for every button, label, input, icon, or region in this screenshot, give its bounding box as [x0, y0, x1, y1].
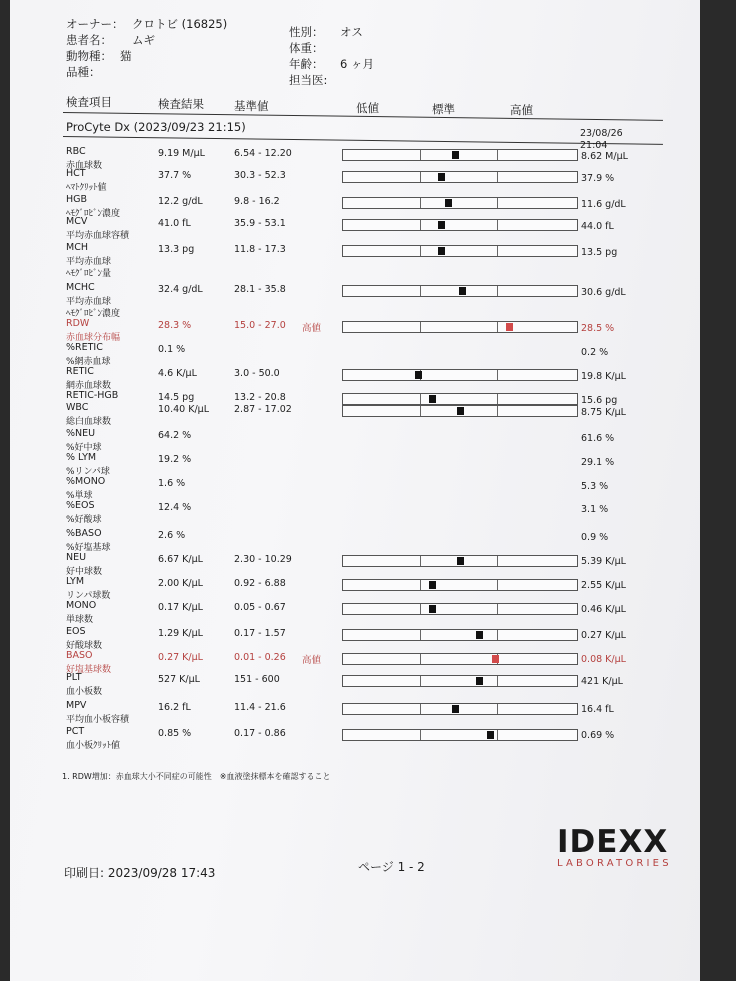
range-bar	[342, 285, 578, 297]
row-name: 好塩基球数	[66, 665, 112, 675]
range-bar-divider	[420, 394, 421, 404]
row-code: BASO	[66, 650, 93, 661]
owner-value: クロトビ (16825)	[132, 17, 228, 31]
row-previous: 11.6 g/dL	[581, 199, 626, 210]
prev-date: 23/08/26	[580, 128, 623, 139]
range-bar-divider	[420, 220, 421, 230]
range-bar	[342, 603, 578, 615]
row-result: 0.27 K/µL	[158, 652, 203, 663]
row-name: リンパ球数	[66, 591, 111, 601]
range-bar	[342, 675, 578, 687]
row-ref: 30.3 - 52.3	[234, 170, 286, 181]
range-bar-divider	[497, 676, 498, 686]
range-bar	[342, 393, 578, 405]
row-previous: 19.8 K/µL	[581, 371, 626, 382]
range-bar-divider	[497, 730, 498, 740]
row-result: 0.1 %	[158, 344, 186, 355]
row-name-2: ﾍﾓｸﾞﾛﾋﾞﾝ量	[66, 269, 112, 279]
row-code: MONO	[66, 600, 97, 611]
row-ref: 3.0 - 50.0	[234, 368, 280, 379]
row-name: 単球数	[66, 615, 94, 625]
row-name: ﾍﾏﾄｸﾘｯﾄ値	[66, 183, 107, 193]
row-name: %好中球	[66, 443, 102, 453]
idexx-logo: IDEXX	[557, 824, 669, 860]
row-name: 平均赤血球	[66, 297, 112, 307]
row-ref: 0.05 - 0.67	[234, 602, 286, 613]
row-code: HCT	[66, 168, 86, 179]
row-code: PLT	[66, 672, 82, 683]
row-previous: 0.2 %	[581, 347, 609, 358]
range-bar-divider	[497, 246, 498, 256]
row-previous: 5.39 K/µL	[581, 556, 626, 567]
range-bar-divider	[497, 604, 498, 614]
row-previous: 0.08 K/µL	[581, 654, 626, 665]
age-value: 6 ヶ月	[340, 57, 374, 71]
row-ref: 9.8 - 16.2	[234, 196, 280, 207]
row-code: RDW	[66, 318, 90, 329]
range-bar	[342, 245, 578, 257]
row-result: 527 K/µL	[158, 674, 200, 685]
range-bar	[342, 219, 578, 231]
row-code: %RETIC	[66, 342, 103, 353]
row-result: 10.40 K/µL	[158, 404, 209, 415]
range-bar-marker	[459, 287, 466, 295]
row-code: MCH	[66, 242, 88, 253]
col-result: 検査結果	[158, 97, 204, 111]
range-bar-marker	[445, 199, 452, 207]
range-bar-divider	[420, 704, 421, 714]
species-value: 猫	[120, 49, 132, 63]
range-bar-divider	[497, 150, 498, 160]
owner-label: オーナー：	[66, 17, 124, 31]
row-ref: 13.2 - 20.8	[234, 392, 286, 403]
row-code: LYM	[66, 576, 85, 587]
range-bar-marker	[492, 655, 499, 663]
row-previous: 8.62 M/µL	[581, 151, 628, 162]
row-code: %EOS	[66, 500, 95, 511]
row-code: %NEU	[66, 428, 96, 439]
row-result: 9.19 M/µL	[158, 148, 205, 159]
range-bar-divider	[497, 286, 498, 296]
row-code: RETIC	[66, 366, 94, 377]
row-previous: 8.75 K/µL	[581, 407, 626, 418]
row-name: 平均赤血球容積	[66, 231, 130, 241]
range-bar	[342, 555, 578, 567]
row-name: 血小板ｸﾘｯﾄ値	[66, 741, 121, 751]
row-name: ﾍﾓｸﾞﾛﾋﾞﾝ濃度	[66, 209, 121, 219]
range-bar-marker	[438, 247, 445, 255]
col-low: 低値	[356, 101, 379, 115]
patient-value: ムギ	[132, 33, 155, 47]
range-bar	[342, 653, 578, 665]
row-previous: 421 K/µL	[581, 676, 623, 687]
idexx-logo-sub: LABORATORIES	[557, 858, 672, 869]
page-number: ページ 1 - 2	[358, 860, 425, 874]
row-previous: 0.69 %	[581, 730, 615, 741]
col-item: 検査項目	[66, 95, 112, 109]
row-name: 好酸球数	[66, 641, 103, 651]
row-code: PCT	[66, 726, 85, 737]
row-ref: 15.0 - 27.0	[234, 320, 286, 331]
range-bar-divider	[497, 406, 498, 416]
row-result: 1.29 K/µL	[158, 628, 203, 639]
range-bar-divider	[420, 604, 421, 614]
row-code: MPV	[66, 700, 87, 711]
range-bar-marker	[452, 705, 459, 713]
row-result: 0.85 %	[158, 728, 192, 739]
row-previous: 37.9 %	[581, 173, 615, 184]
range-bar	[342, 703, 578, 715]
col-normal: 標準	[432, 102, 455, 116]
col-high: 高値	[510, 103, 533, 117]
range-bar-divider	[497, 556, 498, 566]
range-bar-marker	[429, 395, 436, 403]
row-ref: 6.54 - 12.20	[234, 148, 292, 159]
range-bar-divider	[420, 286, 421, 296]
section-title: ProCyte Dx (2023/09/23 21:15)	[66, 120, 246, 134]
row-result: 12.4 %	[158, 502, 192, 513]
row-previous: 15.6 pg	[581, 395, 618, 406]
range-bar	[342, 405, 578, 417]
row-ref: 0.01 - 0.26	[234, 652, 286, 663]
row-code: HGB	[66, 194, 88, 205]
row-name: %網赤血球	[66, 357, 111, 367]
row-name: 血小板数	[66, 687, 103, 697]
row-previous: 16.4 fL	[581, 704, 614, 715]
row-name-2: ﾍﾓｸﾞﾛﾋﾞﾝ濃度	[66, 309, 121, 319]
range-bar-divider	[497, 220, 498, 230]
row-ref: 0.92 - 6.88	[234, 578, 286, 589]
range-bar-divider	[497, 172, 498, 182]
range-bar-divider	[497, 630, 498, 640]
row-name: 赤血球数	[66, 161, 103, 171]
row-previous: 5.3 %	[581, 481, 609, 492]
range-bar-divider	[420, 322, 421, 332]
range-bar-marker	[476, 631, 483, 639]
row-result: 14.5 pg	[158, 392, 195, 403]
row-result: 1.6 %	[158, 478, 186, 489]
range-bar-marker	[476, 677, 483, 685]
range-bar-marker	[457, 557, 464, 565]
row-previous: 61.6 %	[581, 433, 615, 444]
row-code: %BASO	[66, 528, 102, 539]
range-bar-marker	[429, 581, 436, 589]
range-bar-divider	[420, 630, 421, 640]
range-bar-divider	[420, 198, 421, 208]
range-bar-divider	[420, 654, 421, 664]
range-bar-marker	[452, 151, 459, 159]
row-code: WBC	[66, 402, 89, 413]
range-bar	[342, 321, 578, 333]
row-name: 平均赤血球	[66, 257, 112, 267]
range-bar-marker	[506, 323, 513, 331]
row-ref: 11.8 - 17.3	[234, 244, 286, 255]
range-bar-marker	[438, 173, 445, 181]
row-code: % LYM	[66, 452, 97, 463]
row-previous: 28.5 %	[581, 323, 615, 334]
footnote: 1. RDW増加：赤血球大小不同症の可能性 ※血液塗抹標本を確認すること	[62, 772, 331, 781]
row-result: 12.2 g/dL	[158, 196, 203, 207]
row-result: 4.6 K/µL	[158, 368, 197, 379]
range-bar-divider	[420, 676, 421, 686]
breed-label: 品種：	[66, 65, 101, 79]
row-flag: 高値	[302, 655, 322, 666]
row-previous: 3.1 %	[581, 504, 609, 515]
range-bar	[342, 579, 578, 591]
range-bar	[342, 197, 578, 209]
range-bar	[342, 171, 578, 183]
row-result: 64.2 %	[158, 430, 192, 441]
row-code: MCV	[66, 216, 88, 227]
row-ref: 2.87 - 17.02	[234, 404, 292, 415]
row-code: %MONO	[66, 476, 106, 487]
row-ref: 35.9 - 53.1	[234, 218, 286, 229]
species-label: 動物種：	[66, 49, 112, 63]
print-date: 印刷日: 2023/09/28 17:43	[64, 866, 216, 880]
range-bar	[342, 629, 578, 641]
prev-time: 21:04	[580, 140, 608, 151]
row-ref: 151 - 600	[234, 674, 280, 685]
row-result: 19.2 %	[158, 454, 192, 465]
row-result: 13.3 pg	[158, 244, 195, 255]
row-result: 41.0 fL	[158, 218, 191, 229]
weight-label: 体重：	[289, 41, 324, 55]
row-ref: 0.17 - 0.86	[234, 728, 286, 739]
range-bar-divider	[420, 172, 421, 182]
row-previous: 29.1 %	[581, 457, 615, 468]
row-code: NEU	[66, 552, 87, 563]
range-bar-divider	[420, 580, 421, 590]
row-code: RETIC-HGB	[66, 390, 119, 401]
range-bar-divider	[497, 370, 498, 380]
range-bar-divider	[497, 322, 498, 332]
row-previous: 0.46 K/µL	[581, 604, 626, 615]
row-name: 平均血小板容積	[66, 715, 130, 725]
row-name: 総白血球数	[66, 417, 112, 427]
range-bar-divider	[497, 704, 498, 714]
row-code: MCHC	[66, 282, 95, 293]
range-bar-marker	[415, 371, 422, 379]
row-result: 2.6 %	[158, 530, 186, 541]
row-result: 16.2 fL	[158, 702, 191, 713]
range-bar-marker	[457, 407, 464, 415]
row-result: 37.7 %	[158, 170, 192, 181]
row-ref: 28.1 - 35.8	[234, 284, 286, 295]
row-ref: 11.4 - 21.6	[234, 702, 286, 713]
row-result: 32.4 g/dL	[158, 284, 203, 295]
row-name: 赤血球分布幅	[66, 333, 121, 343]
range-bar-divider	[420, 150, 421, 160]
range-bar-divider	[420, 406, 421, 416]
row-name: %好酸球	[66, 515, 102, 525]
row-name: %リンパ球	[66, 467, 110, 477]
row-name: 網赤血球数	[66, 381, 112, 391]
row-previous: 30.6 g/dL	[581, 287, 626, 298]
row-ref: 2.30 - 10.29	[234, 554, 292, 565]
range-bar-marker	[487, 731, 494, 739]
row-result: 2.00 K/µL	[158, 578, 203, 589]
range-bar-divider	[497, 394, 498, 404]
row-result: 28.3 %	[158, 320, 192, 331]
row-name: %好塩基球	[66, 543, 111, 553]
range-bar-divider	[420, 246, 421, 256]
row-ref: 0.17 - 1.57	[234, 628, 286, 639]
range-bar-marker	[429, 605, 436, 613]
row-previous: 2.55 K/µL	[581, 580, 626, 591]
sex-value: オス	[340, 25, 363, 39]
vet-label: 担当医:	[289, 73, 328, 87]
range-bar	[342, 369, 578, 381]
range-bar-divider	[420, 730, 421, 740]
row-flag: 高値	[302, 323, 322, 334]
patient-label: 患者名：	[66, 33, 112, 47]
row-result: 0.17 K/µL	[158, 602, 203, 613]
row-previous: 0.27 K/µL	[581, 630, 626, 641]
row-previous: 0.9 %	[581, 532, 609, 543]
row-previous: 44.0 fL	[581, 221, 614, 232]
range-bar	[342, 729, 578, 741]
row-name: 好中球数	[66, 567, 103, 577]
row-previous: 13.5 pg	[581, 247, 618, 258]
row-result: 6.67 K/µL	[158, 554, 203, 565]
row-name: %単球	[66, 491, 93, 501]
range-bar-divider	[497, 580, 498, 590]
range-bar	[342, 149, 578, 161]
row-code: RBC	[66, 146, 86, 157]
col-ref: 基準値	[234, 99, 269, 113]
range-bar-divider	[497, 198, 498, 208]
range-bar-marker	[438, 221, 445, 229]
sex-label: 性別：	[289, 25, 324, 39]
age-label: 年齢：	[289, 57, 324, 71]
row-code: EOS	[66, 626, 86, 637]
range-bar-divider	[420, 556, 421, 566]
